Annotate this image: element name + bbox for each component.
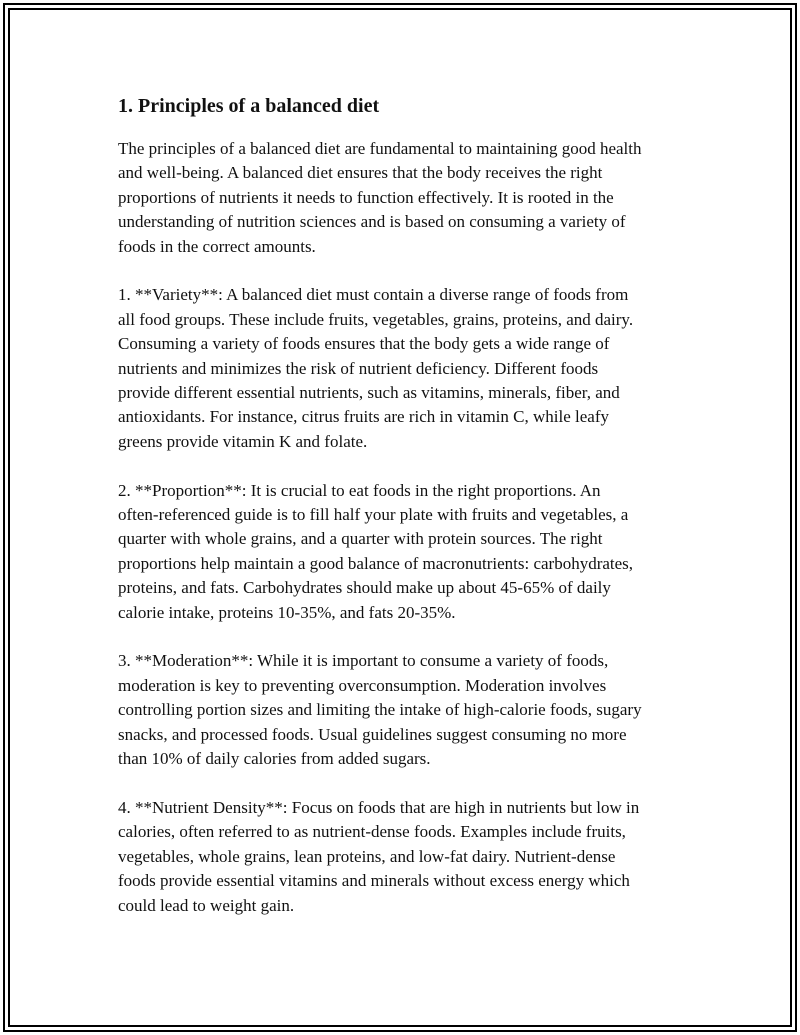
proportion-paragraph	[118, 479, 700, 625]
variety-paragraph	[118, 283, 700, 454]
text-line: controlling portion sizes and limiting the intake of high-calorie foods, sugary	[118, 700, 642, 720]
moderation-paragraph	[118, 649, 700, 771]
text-line: The principles of a balanced diet are fundamental to maintaining good health	[118, 139, 642, 158]
text-line: all food groups. These include fruits, vegetables, grains, proteins, and dairy.	[118, 309, 634, 329]
text-line: often-referenced guide is to fill half your plate with fruits and vegetables, a	[118, 505, 629, 525]
text-line: snacks, and processed foods. Usual guidelines suggest consuming no more	[118, 724, 627, 744]
text-line: quarter with whole grains, and a quarter with protein sources. The right	[118, 529, 603, 549]
text-line: proportions help maintain a good balance of macronutrients: carbohydrates,	[118, 553, 634, 573]
text-line: than 10% of daily calories from added sugars.	[118, 749, 431, 769]
text-line: proteins, and fats. Carbohydrates should make up about 45-65% of daily	[118, 578, 611, 598]
text-line: foods in the correct amounts.	[118, 236, 316, 256]
text-line: calories, often referred to as nutrient-dense foods. Examples include fruits,	[118, 822, 626, 842]
text-line: moderation is key to preventing overconsumption. Moderation involves	[118, 675, 607, 695]
text-line: Consuming a variety of foods ensures that the body gets a wide range of	[118, 334, 610, 354]
text-line: foods provide essential vitamins and minerals without excess energy which	[118, 871, 630, 891]
text-line: calorie intake, proteins 10-35%, and fats 20-35%.	[118, 602, 456, 622]
text-line: greens provide vitamin K and folate.	[118, 431, 368, 451]
text-line: antioxidants. For instance, citrus fruits are rich in vitamin C, while leafy	[118, 407, 609, 427]
paragraph-list	[118, 137, 700, 918]
text-line: nutrients and minimizes the risk of nutrient deficiency. Different foods	[118, 358, 599, 378]
text-line: 1. **Variety**: A balanced diet must contain a diverse range of foods from	[118, 285, 629, 305]
text-line: provide different essential nutrients, such as vitamins, minerals, fiber, and	[118, 383, 620, 403]
text-line: 3. **Moderation**: While it is important to consume a variety of foods,	[118, 651, 609, 671]
document-body	[118, 92, 700, 942]
section-heading: 1. Principles of a balanced diet	[118, 95, 380, 117]
text-line: proportions of nutrients it needs to function effectively. It is rooted in the	[118, 187, 614, 207]
nutrient-density-paragraph	[118, 796, 700, 918]
intro-paragraph	[118, 137, 700, 259]
text-line: 2. **Proportion**: It is crucial to eat foods in the right proportions. An	[118, 480, 601, 500]
text-line: could lead to weight gain.	[118, 895, 295, 915]
text-line: and well-being. A balanced diet ensures that the body receives the right	[118, 163, 603, 183]
text-line: vegetables, whole grains, lean proteins, and low-fat dairy. Nutrient-dense	[118, 846, 616, 866]
text-line: 4. **Nutrient Density**: Focus on foods that are high in nutrients but low in	[118, 797, 640, 817]
text-line: understanding of nutrition sciences and is based on consuming a variety of	[118, 212, 626, 232]
